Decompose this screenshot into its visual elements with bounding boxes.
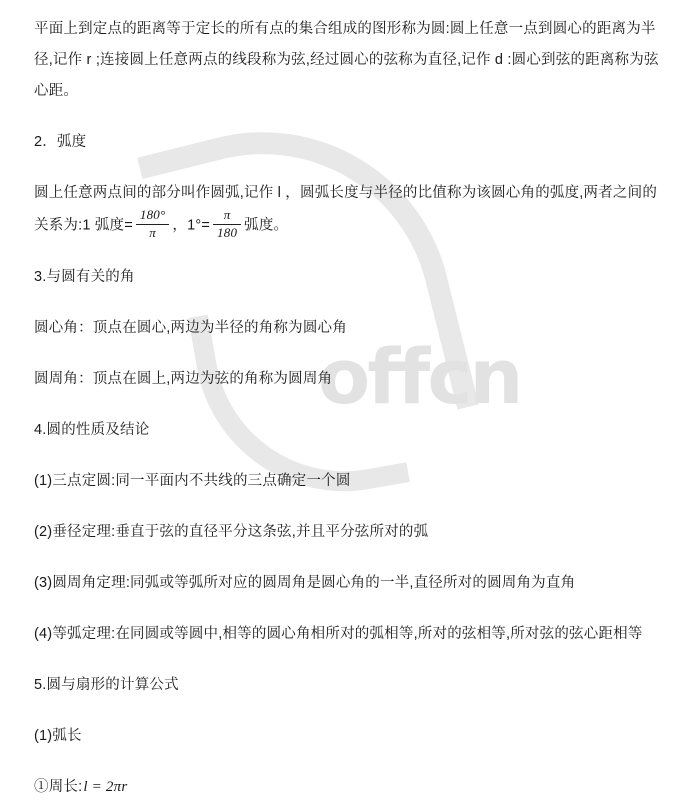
paragraph-property-2: (2)垂径定理:垂直于弦的直径平分这条弦,并且平分弦所对的弧	[34, 523, 429, 540]
fraction-numerator: π	[213, 208, 241, 225]
heading-formulas: 5.圆与扇形的计算公式	[34, 676, 179, 693]
paragraph-inscribed-angle: 圆周角：顶点在圆上,两边为弦的角称为圆周角	[34, 370, 333, 387]
radian-formula-mid: ，1°=	[172, 217, 211, 234]
paragraph-central-angle: 圆心角：顶点在圆心,两边为半径的角称为圆心角	[34, 319, 347, 336]
paragraph-property-3: (3)圆周角定理:同弧或等弧所对应的圆周角是圆心角的一半,直径所对的圆周角为直角	[34, 574, 576, 591]
radian-formula-suffix: 弧度。	[244, 217, 289, 234]
radian-formula-prefix: 1 弧度=	[82, 217, 133, 234]
fraction-pi-over-180	[213, 208, 241, 241]
heading-angles: 3.与圆有关的角	[34, 268, 135, 285]
fraction-denominator: π	[149, 224, 157, 240]
paragraph-circle-definition: 平面上到定点的距离等于定长的所有点的集合组成的图形称为圆:圆上任意一点到圆心的距离为半径,记作 r ;连接圆上任意两点的线段称为弦,经过圆心的弦称为直径,记作 d :圆心到弦的距离称为弦心距。	[34, 21, 659, 99]
heading-properties: 4.圆的性质及结论	[34, 421, 150, 438]
heading-radian: 2．弧度	[34, 134, 87, 150]
paragraph-radian-definition	[34, 178, 661, 242]
watermark-text: offcn	[318, 332, 521, 421]
radian-definition-text: 圆上任意两点间的部分叫作圆弧,记作 l ，圆弧长度与半径的比值称为该圆心角的弧度,两者之间的关系为:	[34, 185, 658, 234]
circumference-formula: l = 2πr	[83, 778, 128, 795]
paragraph-property-4: (4)等弧定理:在同圆或等圆中,相等的圆心角相所对的弧相等,所对的弦相等,所对弦的弦心距相等	[34, 625, 643, 642]
paragraph-property-1: (1)三点定圆:同一平面内不共线的三点确定一个圆	[34, 472, 351, 489]
paragraph-circumference	[34, 772, 661, 803]
fraction-180-over-pi	[136, 208, 170, 241]
heading-arc-length: (1)弧长	[34, 727, 82, 744]
circumference-prefix: ①周长:	[34, 778, 83, 795]
fraction-denominator: 180	[217, 224, 238, 240]
fraction-numerator: 180°	[136, 208, 170, 225]
document-content	[34, 14, 661, 803]
